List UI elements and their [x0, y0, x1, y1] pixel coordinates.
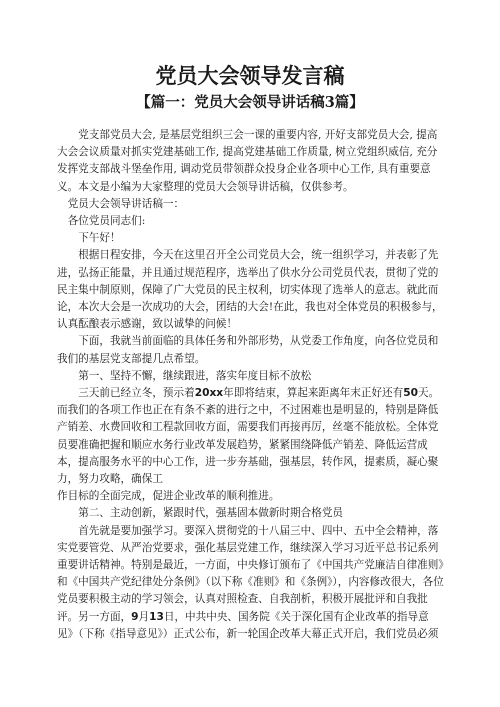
text-run: 月: [138, 610, 150, 623]
speech-heading: 党员大会领导讲话稿一：: [67, 197, 185, 210]
text-run: 天。而我们的各项工作也正在有条不紊的进行之中，不过困难也是明显的，特别是降低产销差、水费回收和工程款回收方面，需要我们再接再厉，丝毫不能放松。全体党员要准确把握和顺应水务行业改革发展趋势，紧紧围绕降低产销差、降低运营成本，提高服务水平的中心工作，进一步夯基础，强基层，转作风，提素质，凝心聚力，努力攻略，确保工: [57, 387, 440, 486]
text-run: 首先就是要加强学习。要深入贯彻党的十八届三中、四中、五中全会精神，落实党要管党、从严治党要求，强化基层党建工作，继续深入学习习近平总书记系列重要讲话精神。特别是最近，一方面，中央修订颁布了《中国共产党廉洁自律准则》和《中国共产党纪律处分条例》（以下称《准则》和《条例》），内容修改很大，各位党员要积极主动的学习领会，认真对照检查、自我剖析，积极开展批评和自我批评。另一方面，: [57, 524, 444, 623]
text-run: 年即将结束，算起来距离年末正好还有: [223, 387, 404, 400]
paragraph-year-goals: [57, 385, 444, 488]
text-run: 三天前已经立冬，预示着: [78, 387, 195, 400]
paragraph-hopes: 下面，我就当前面临的具体任务和外部形势，从党委工作角度，向各位党员和我们的基层党支部提几点希望。: [57, 335, 439, 365]
day-number: 13: [149, 610, 164, 623]
document-body: [57, 127, 444, 643]
intro-paragraph: 党支部党员大会, 是基层党组织三会一课的重要内容, 开好支部党员大会, 提高大会会议质量对抓实党建基础工作, 提高党建基础工作质量, 树立党组织威信, 充分发挥党支部战斗堡垒作用, 调动党员带领群众投身企业各项中心工作, 具有重要意义。本文是小编为大家整理的党员大会领导讲话稿，仅供参考。: [57, 129, 438, 193]
paragraph-study: [57, 523, 444, 643]
section-heading-2: 第二、主动创新，紧跟时代，强基固本做新时期合格党员: [78, 507, 344, 520]
year-number: 20xx: [194, 387, 224, 400]
document-title: 党员大会领导发言稿: [155, 63, 345, 88]
salutation: 各位党员同志们:: [67, 215, 146, 228]
greeting: 下午好！: [78, 232, 121, 245]
paragraph-opening: 根据日程安排，今天在这里召开全公司党员大会，统一组织学习，并表彰了先进，弘扬正能量，并且通过规范程序，选举出了供水分公司党员代表，贯彻了党的民主集中制原则，保障了广大党员的民主权利，切实体现了选举人的意志。就此而论，本次大会是一次成功的大会，团结的大会!在此，我也对全体党员的积极参与，认真酝酿表示感谢，致以诚挚的问候！: [57, 249, 443, 331]
document-subtitle: 【篇一：党员大会领导讲话稿3篇】: [136, 94, 364, 111]
paragraph-year-goals-continued: 作目标的全面完成，促进企业改革的顺利推进。: [57, 490, 280, 503]
month-number: 9: [131, 610, 139, 623]
days-number: 50: [403, 387, 418, 400]
section-heading-1: 第一、坚持不懈，继续跟进，落实年度目标不放松: [78, 369, 312, 382]
text-run: 日，中共中央、国务院《关于深化国有企业改革的指导意见》（下称《指导意见》）正式公布，新一轮国企改革大幕正式开启，我们党员必须: [57, 610, 439, 640]
